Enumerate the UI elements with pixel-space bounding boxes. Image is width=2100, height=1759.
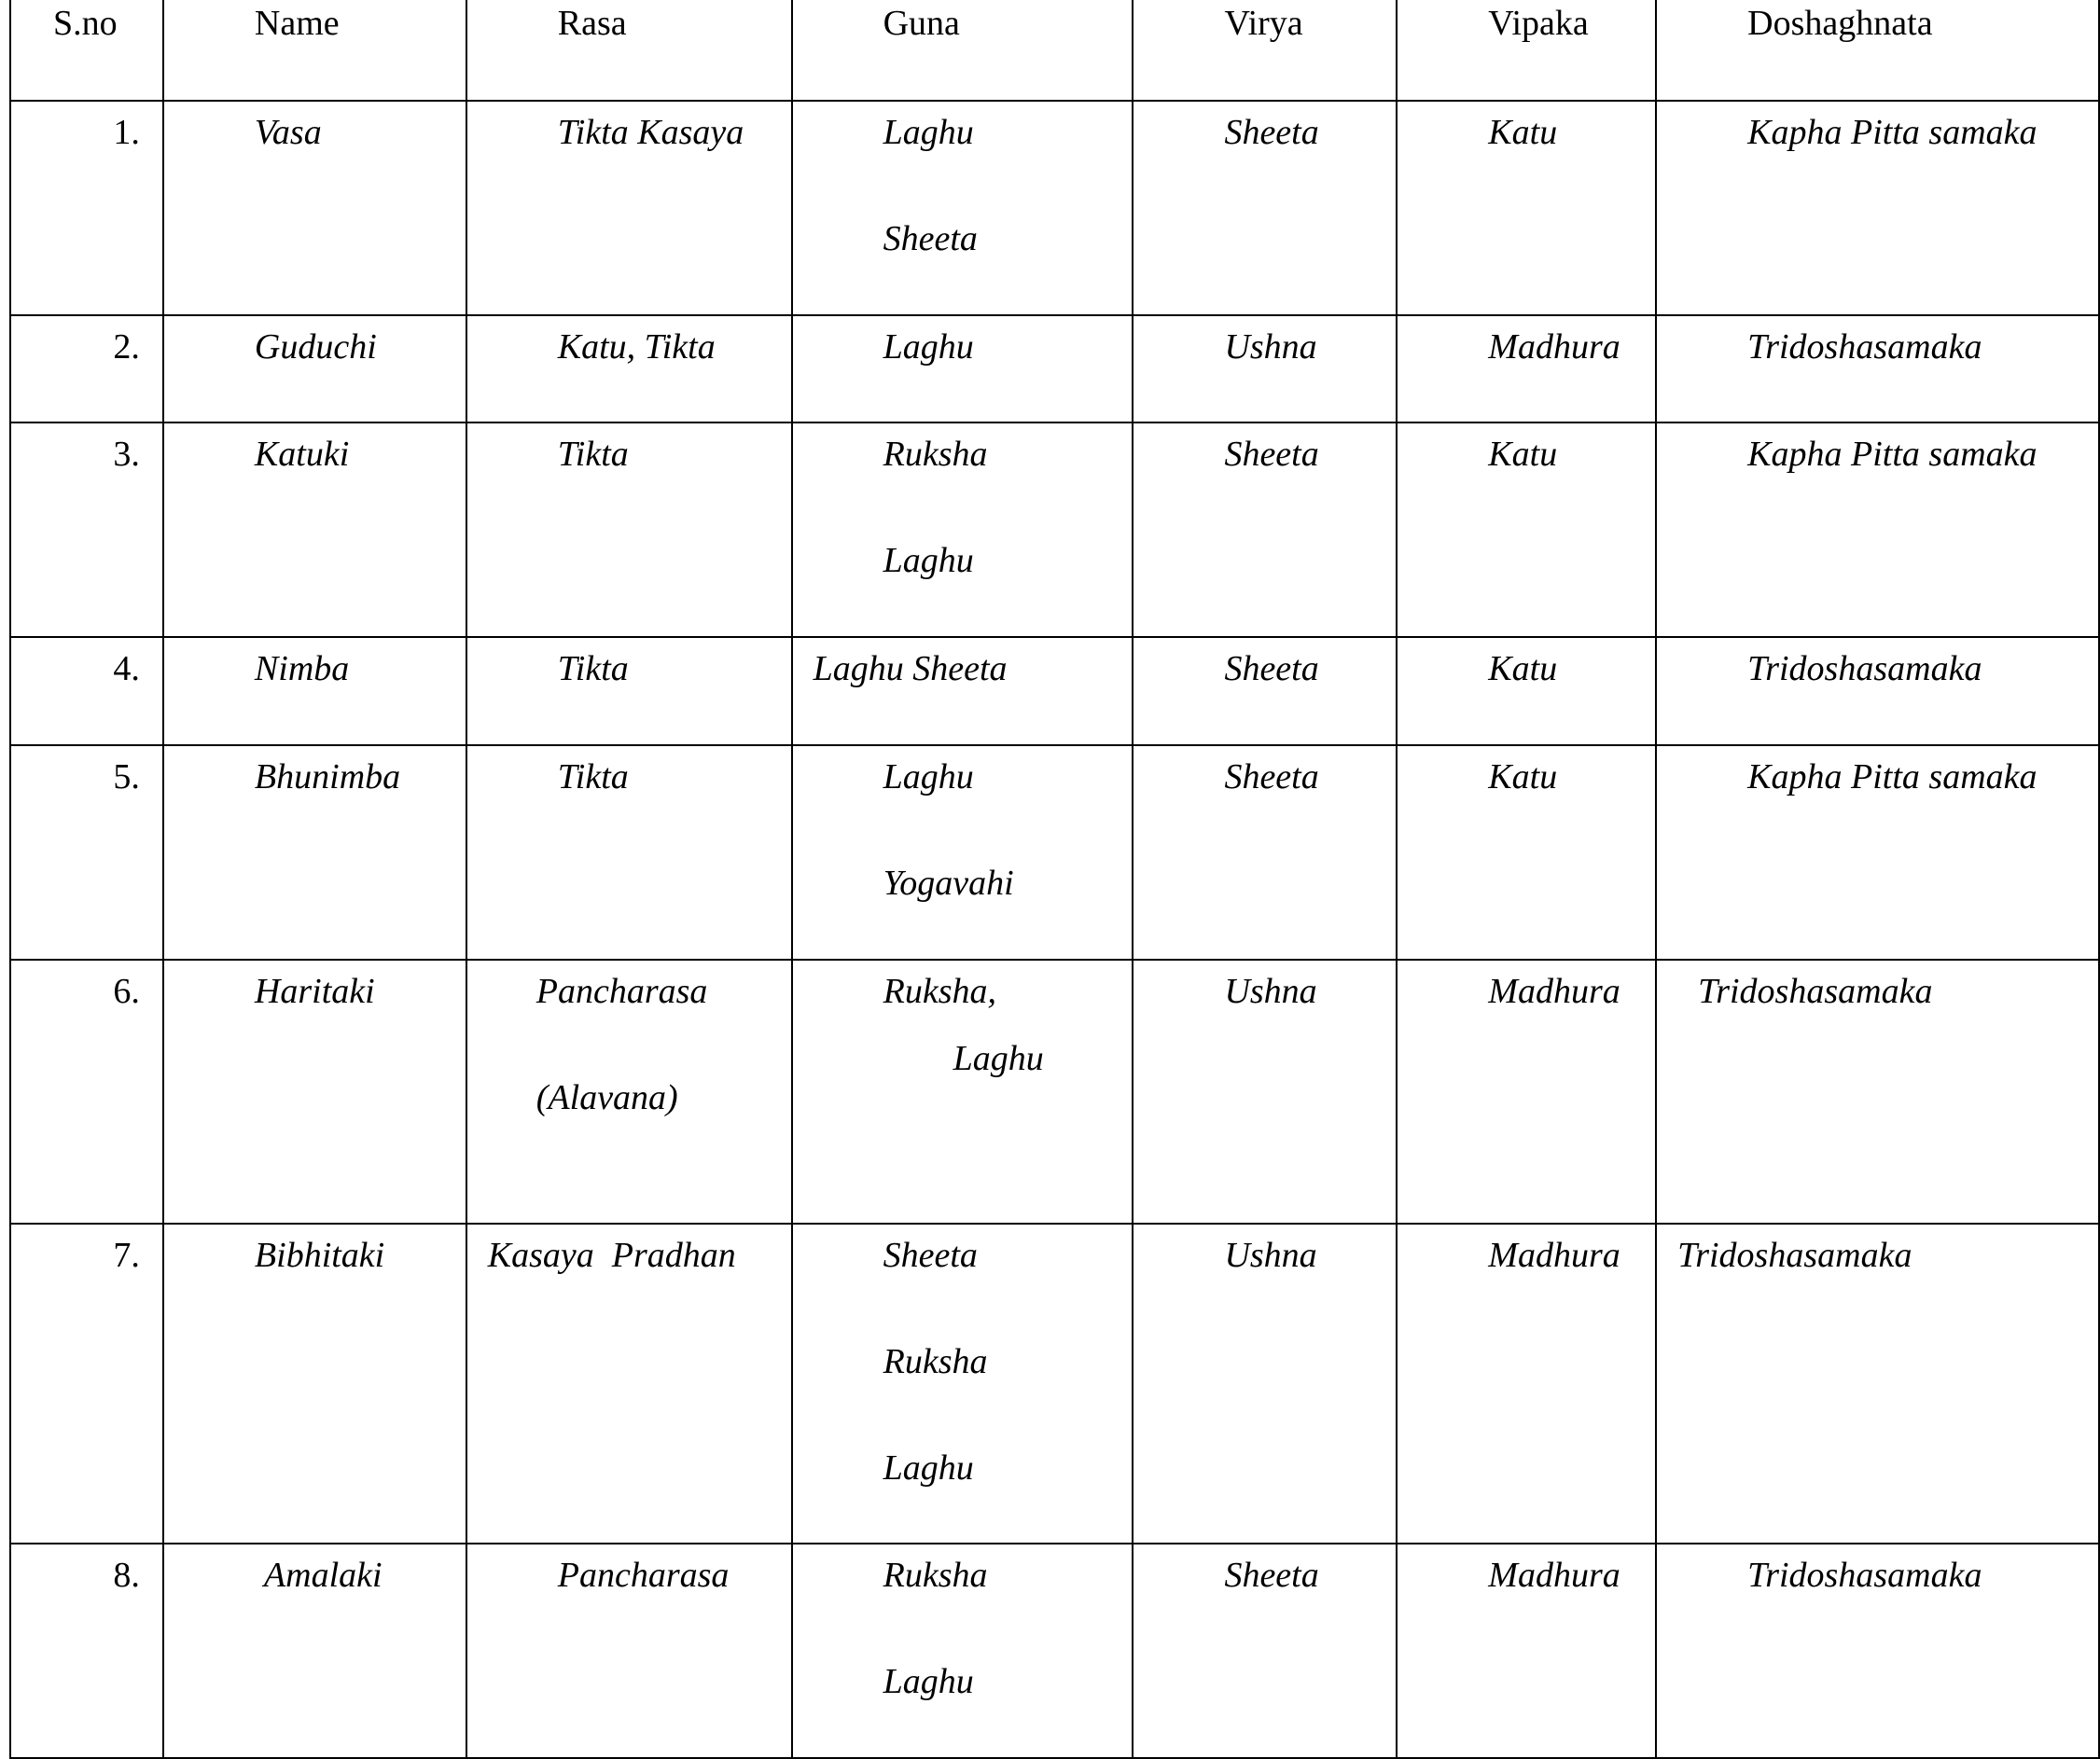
cell-rasa-text: Pancharasa bbox=[535, 972, 708, 1011]
cell-guna-text: Laghu bbox=[883, 757, 974, 796]
cell-rasa-text: Tikta bbox=[557, 649, 629, 688]
cell-name bbox=[163, 1544, 466, 1758]
cell-sno bbox=[10, 1224, 163, 1544]
cell-sno-text: 5. bbox=[113, 757, 140, 796]
cell-name-text: Haritaki bbox=[254, 972, 375, 1011]
cell-guna-text: Laghu bbox=[883, 541, 974, 580]
cell-guna bbox=[792, 637, 1133, 745]
cell-virya-text: Ushna bbox=[1224, 327, 1317, 367]
column-header bbox=[1397, 0, 1656, 101]
cell-sno bbox=[10, 745, 163, 960]
cell-rasa-text: Tikta Kasaya bbox=[557, 113, 744, 152]
cell-vipaka bbox=[1397, 637, 1656, 745]
table-row bbox=[10, 637, 2099, 745]
cell-sno-text: 4. bbox=[113, 649, 140, 688]
column-header bbox=[163, 0, 466, 101]
cell-guna-text: Laghu bbox=[953, 1039, 1044, 1078]
cell-name bbox=[163, 422, 466, 637]
cell-guna bbox=[792, 1544, 1133, 1758]
column-header bbox=[10, 0, 163, 101]
cell-sno-text: 6. bbox=[113, 972, 140, 1011]
cell-vipaka-text: Katu bbox=[1488, 757, 1558, 796]
column-header bbox=[1656, 0, 2099, 101]
cell-rasa-text: Pancharasa bbox=[557, 1556, 730, 1595]
cell-name-text: Nimba bbox=[254, 649, 350, 688]
cell-vipaka-text: Madhura bbox=[1488, 972, 1620, 1011]
cell-guna-text: Laghu bbox=[883, 1662, 974, 1701]
cell-name-text: Guduchi bbox=[254, 327, 377, 367]
cell-name bbox=[163, 101, 466, 315]
cell-virya bbox=[1133, 637, 1397, 745]
cell-sno-text: 1. bbox=[113, 113, 140, 152]
table-row bbox=[10, 1224, 2099, 1544]
cell-sno-text: 2. bbox=[113, 327, 140, 367]
cell-rasa bbox=[466, 1224, 792, 1544]
cell-doshaghnata bbox=[1656, 1544, 2099, 1758]
cell-sno-text: 3. bbox=[113, 435, 140, 474]
cell-doshaghnata-text: Kapha Pitta samaka bbox=[1747, 113, 2037, 152]
cell-name-text: Bibhitaki bbox=[254, 1236, 385, 1275]
cell-sno bbox=[10, 637, 163, 745]
cell-vipaka bbox=[1397, 422, 1656, 637]
cell-virya bbox=[1133, 745, 1397, 960]
cell-doshaghnata-text: Tridoshasamaka bbox=[1747, 327, 1982, 367]
column-header-label: Guna bbox=[883, 4, 960, 43]
cell-sno bbox=[10, 422, 163, 637]
cell-virya bbox=[1133, 1224, 1397, 1544]
cell-sno bbox=[10, 960, 163, 1224]
column-header bbox=[1133, 0, 1397, 101]
cell-doshaghnata bbox=[1656, 422, 2099, 637]
cell-doshaghnata bbox=[1656, 1224, 2099, 1544]
cell-virya-text: Sheeta bbox=[1224, 1556, 1319, 1595]
cell-vipaka bbox=[1397, 1544, 1656, 1758]
cell-name bbox=[163, 637, 466, 745]
cell-guna-text: Sheeta bbox=[883, 1236, 978, 1275]
cell-guna-text: Laghu bbox=[883, 113, 974, 152]
cell-guna-text: Yogavahi bbox=[883, 864, 1014, 903]
cell-rasa bbox=[466, 637, 792, 745]
cell-vipaka bbox=[1397, 960, 1656, 1224]
cell-name-text: Bhunimba bbox=[254, 757, 401, 796]
column-header-label: Doshaghnata bbox=[1747, 4, 1933, 43]
dravya-properties-table bbox=[9, 0, 2100, 1759]
cell-sno-text: 7. bbox=[113, 1236, 140, 1275]
cell-guna-text: Ruksha, bbox=[883, 972, 996, 1011]
cell-guna-text: Ruksha bbox=[883, 1556, 988, 1595]
cell-name bbox=[163, 960, 466, 1224]
cell-name-text: Vasa bbox=[254, 113, 322, 152]
cell-sno bbox=[10, 315, 163, 422]
column-header-label: Virya bbox=[1224, 4, 1303, 43]
cell-guna-text: Laghu Sheeta bbox=[813, 649, 1008, 688]
cell-doshaghnata-text: Tridoshasamaka bbox=[1698, 972, 1933, 1011]
cell-rasa-text: Tikta bbox=[557, 757, 629, 796]
column-header-label: Name bbox=[254, 4, 340, 43]
cell-rasa bbox=[466, 960, 792, 1224]
cell-virya-text: Sheeta bbox=[1224, 757, 1319, 796]
cell-guna bbox=[792, 101, 1133, 315]
cell-name bbox=[163, 1224, 466, 1544]
cell-virya-text: Ushna bbox=[1224, 1236, 1317, 1275]
column-header bbox=[792, 0, 1133, 101]
cell-name bbox=[163, 315, 466, 422]
cell-doshaghnata-text: Tridoshasamaka bbox=[1747, 1556, 1982, 1595]
cell-doshaghnata-text: Kapha Pitta samaka bbox=[1747, 757, 2037, 796]
cell-guna bbox=[792, 960, 1133, 1224]
cell-guna bbox=[792, 315, 1133, 422]
cell-doshaghnata-text: Tridoshasamaka bbox=[1747, 649, 1982, 688]
table-row bbox=[10, 745, 2099, 960]
cell-virya-text: Sheeta bbox=[1224, 435, 1319, 474]
cell-vipaka-text: Katu bbox=[1488, 435, 1558, 474]
cell-virya-text: Sheeta bbox=[1224, 649, 1319, 688]
cell-guna-text: Ruksha bbox=[883, 1342, 988, 1381]
cell-guna-text: Laghu bbox=[883, 327, 974, 367]
table-header-row bbox=[10, 0, 2099, 101]
cell-rasa-text: Katu, Tikta bbox=[557, 327, 716, 367]
cell-doshaghnata bbox=[1656, 637, 2099, 745]
cell-guna bbox=[792, 745, 1133, 960]
cell-guna-text: Ruksha bbox=[883, 435, 988, 474]
cell-guna-text: Sheeta bbox=[883, 219, 978, 258]
cell-name-text: Amalaki bbox=[263, 1556, 382, 1595]
cell-virya bbox=[1133, 315, 1397, 422]
cell-vipaka bbox=[1397, 1224, 1656, 1544]
cell-guna-text: Laghu bbox=[883, 1448, 974, 1488]
cell-virya bbox=[1133, 960, 1397, 1224]
cell-virya-text: Ushna bbox=[1224, 972, 1317, 1011]
cell-guna bbox=[792, 422, 1133, 637]
cell-doshaghnata-text: Tridoshasamaka bbox=[1677, 1236, 1912, 1275]
cell-doshaghnata bbox=[1656, 960, 2099, 1224]
cell-doshaghnata bbox=[1656, 101, 2099, 315]
cell-name bbox=[163, 745, 466, 960]
column-header-label: Rasa bbox=[557, 4, 627, 43]
cell-sno-text: 8. bbox=[113, 1556, 140, 1595]
cell-rasa-text: (Alavana) bbox=[535, 1078, 678, 1117]
column-header-label: Vipaka bbox=[1488, 4, 1589, 43]
cell-virya-text: Sheeta bbox=[1224, 113, 1319, 152]
cell-vipaka-text: Madhura bbox=[1488, 1556, 1620, 1595]
cell-rasa bbox=[466, 315, 792, 422]
cell-doshaghnata-text: Kapha Pitta samaka bbox=[1747, 435, 2037, 474]
cell-vipaka bbox=[1397, 745, 1656, 960]
column-header bbox=[466, 0, 792, 101]
cell-virya bbox=[1133, 101, 1397, 315]
table-row bbox=[10, 422, 2099, 637]
cell-vipaka bbox=[1397, 315, 1656, 422]
cell-vipaka-text: Madhura bbox=[1488, 327, 1620, 367]
table-row bbox=[10, 1544, 2099, 1758]
cell-rasa-text: Tikta bbox=[557, 435, 629, 474]
cell-vipaka-text: Madhura bbox=[1488, 1236, 1620, 1275]
cell-doshaghnata bbox=[1656, 315, 2099, 422]
table-row bbox=[10, 315, 2099, 422]
table-row bbox=[10, 101, 2099, 315]
cell-virya bbox=[1133, 422, 1397, 637]
cell-vipaka-text: Katu bbox=[1488, 649, 1558, 688]
cell-rasa bbox=[466, 1544, 792, 1758]
cell-vipaka bbox=[1397, 101, 1656, 315]
cell-rasa-text: Kasaya Pradhan bbox=[487, 1236, 736, 1275]
cell-vipaka-text: Katu bbox=[1488, 113, 1558, 152]
cell-sno bbox=[10, 1544, 163, 1758]
cell-rasa bbox=[466, 422, 792, 637]
cell-sno bbox=[10, 101, 163, 315]
cell-virya bbox=[1133, 1544, 1397, 1758]
cell-doshaghnata bbox=[1656, 745, 2099, 960]
cell-rasa bbox=[466, 101, 792, 315]
cell-rasa bbox=[466, 745, 792, 960]
cell-name-text: Katuki bbox=[254, 435, 350, 474]
cell-guna bbox=[792, 1224, 1133, 1544]
column-header-label: S.no bbox=[53, 4, 118, 43]
table-row bbox=[10, 960, 2099, 1224]
